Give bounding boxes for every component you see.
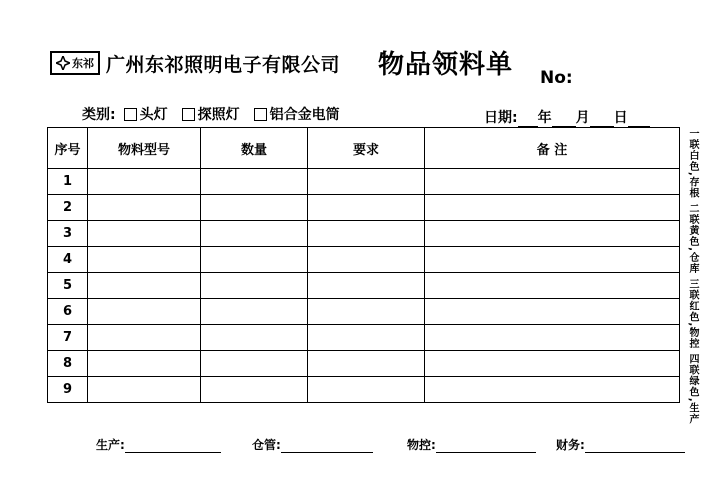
remarks-cell[interactable] (425, 273, 680, 299)
warehouse-label: 仓管: (252, 438, 281, 452)
model-cell[interactable] (88, 247, 201, 273)
row-number: 2 (48, 195, 88, 221)
checkbox[interactable] (254, 108, 267, 121)
remarks-cell[interactable] (425, 247, 680, 273)
table-row (48, 325, 680, 351)
requirement-cell[interactable] (308, 273, 425, 299)
month-label: 月 (575, 110, 590, 126)
copy-distribution-note: 一联白色,存根 二联黄色,仓库 三联红色,物控 四联绿色,生产 (687, 128, 698, 425)
remarks-cell[interactable] (425, 221, 680, 247)
table-row (48, 169, 680, 195)
requirement-cell[interactable] (308, 377, 425, 403)
finance-signature-line[interactable] (585, 439, 685, 453)
model-cell[interactable] (88, 377, 201, 403)
finance-label: 财务: (556, 438, 585, 452)
row-number: 8 (48, 351, 88, 377)
checkbox[interactable] (182, 108, 195, 121)
row-number: 3 (48, 221, 88, 247)
material-control-label: 物控: (407, 438, 436, 452)
quantity-cell[interactable] (201, 273, 308, 299)
category-option-label: 铝合金电筒 (269, 107, 340, 123)
requirement-cell[interactable] (308, 221, 425, 247)
warehouse-signature-line[interactable] (281, 439, 373, 453)
requirement-cell[interactable] (308, 169, 425, 195)
quantity-cell[interactable] (201, 325, 308, 351)
requirement-cell[interactable] (308, 299, 425, 325)
row-number: 6 (48, 299, 88, 325)
model-cell[interactable] (88, 273, 201, 299)
quantity-cell[interactable] (201, 221, 308, 247)
category-option-label: 探照灯 (197, 107, 240, 123)
logo-text: 东祁 (72, 56, 94, 70)
category-option-aluminum-flashlight[interactable] (254, 104, 340, 124)
model-cell[interactable] (88, 299, 201, 325)
requirement-cell[interactable] (308, 247, 425, 273)
document-title: 物品领料单 (378, 50, 514, 80)
date-row (484, 107, 650, 127)
year-label: 年 (537, 110, 552, 126)
remarks-cell[interactable] (425, 351, 680, 377)
production-label: 生产: (96, 438, 125, 452)
model-cell[interactable] (88, 325, 201, 351)
diamond-star-icon (56, 56, 70, 70)
month-blank[interactable] (552, 112, 576, 127)
column-header-quantity: 数量 (201, 128, 308, 169)
table-row (48, 195, 680, 221)
model-cell[interactable] (88, 221, 201, 247)
requisition-table (47, 127, 680, 403)
requirement-cell[interactable] (308, 195, 425, 221)
quantity-cell[interactable] (201, 169, 308, 195)
category-label: 类别: (82, 107, 116, 123)
category-option-searchlight[interactable] (182, 104, 240, 124)
footer-material-control (407, 436, 536, 453)
quantity-cell[interactable] (201, 195, 308, 221)
table-row (48, 351, 680, 377)
checkbox[interactable] (124, 108, 137, 121)
date-end-line (628, 112, 650, 127)
requirement-cell[interactable] (308, 351, 425, 377)
category-row (82, 104, 354, 124)
quantity-cell[interactable] (201, 377, 308, 403)
table-row (48, 221, 680, 247)
row-number: 4 (48, 247, 88, 273)
footer-production (96, 436, 221, 453)
remarks-cell[interactable] (425, 195, 680, 221)
row-number: 7 (48, 325, 88, 351)
table-row (48, 299, 680, 325)
remarks-cell[interactable] (425, 169, 680, 195)
requirement-cell[interactable] (308, 325, 425, 351)
remarks-cell[interactable] (425, 325, 680, 351)
row-number: 9 (48, 377, 88, 403)
material-control-signature-line[interactable] (436, 439, 536, 453)
column-header-remarks: 备 注 (425, 128, 680, 169)
row-number: 5 (48, 273, 88, 299)
company-name: 广州东祁照明电子有限公司 (106, 54, 341, 76)
quantity-cell[interactable] (201, 299, 308, 325)
day-blank[interactable] (590, 112, 614, 127)
remarks-cell[interactable] (425, 377, 680, 403)
table-row (48, 247, 680, 273)
day-label: 日 (613, 110, 628, 126)
model-cell[interactable] (88, 351, 201, 377)
production-signature-line[interactable] (125, 439, 221, 453)
serial-number-label: No: (540, 68, 573, 88)
footer-finance (556, 436, 685, 453)
remarks-cell[interactable] (425, 299, 680, 325)
quantity-cell[interactable] (201, 351, 308, 377)
company-logo (50, 51, 100, 75)
quantity-cell[interactable] (201, 247, 308, 273)
row-number: 1 (48, 169, 88, 195)
date-label: 日期: (484, 110, 518, 126)
category-option-headlamp[interactable] (124, 104, 168, 124)
category-option-label: 头灯 (139, 107, 168, 123)
column-header-model: 物料型号 (88, 128, 201, 169)
table-header-row (48, 128, 680, 169)
column-header-requirement: 要求 (308, 128, 425, 169)
table-row (48, 273, 680, 299)
model-cell[interactable] (88, 195, 201, 221)
year-blank[interactable] (518, 112, 538, 127)
footer-warehouse (252, 436, 373, 453)
model-cell[interactable] (88, 169, 201, 195)
table-row (48, 377, 680, 403)
column-header-seq: 序号 (48, 128, 88, 169)
